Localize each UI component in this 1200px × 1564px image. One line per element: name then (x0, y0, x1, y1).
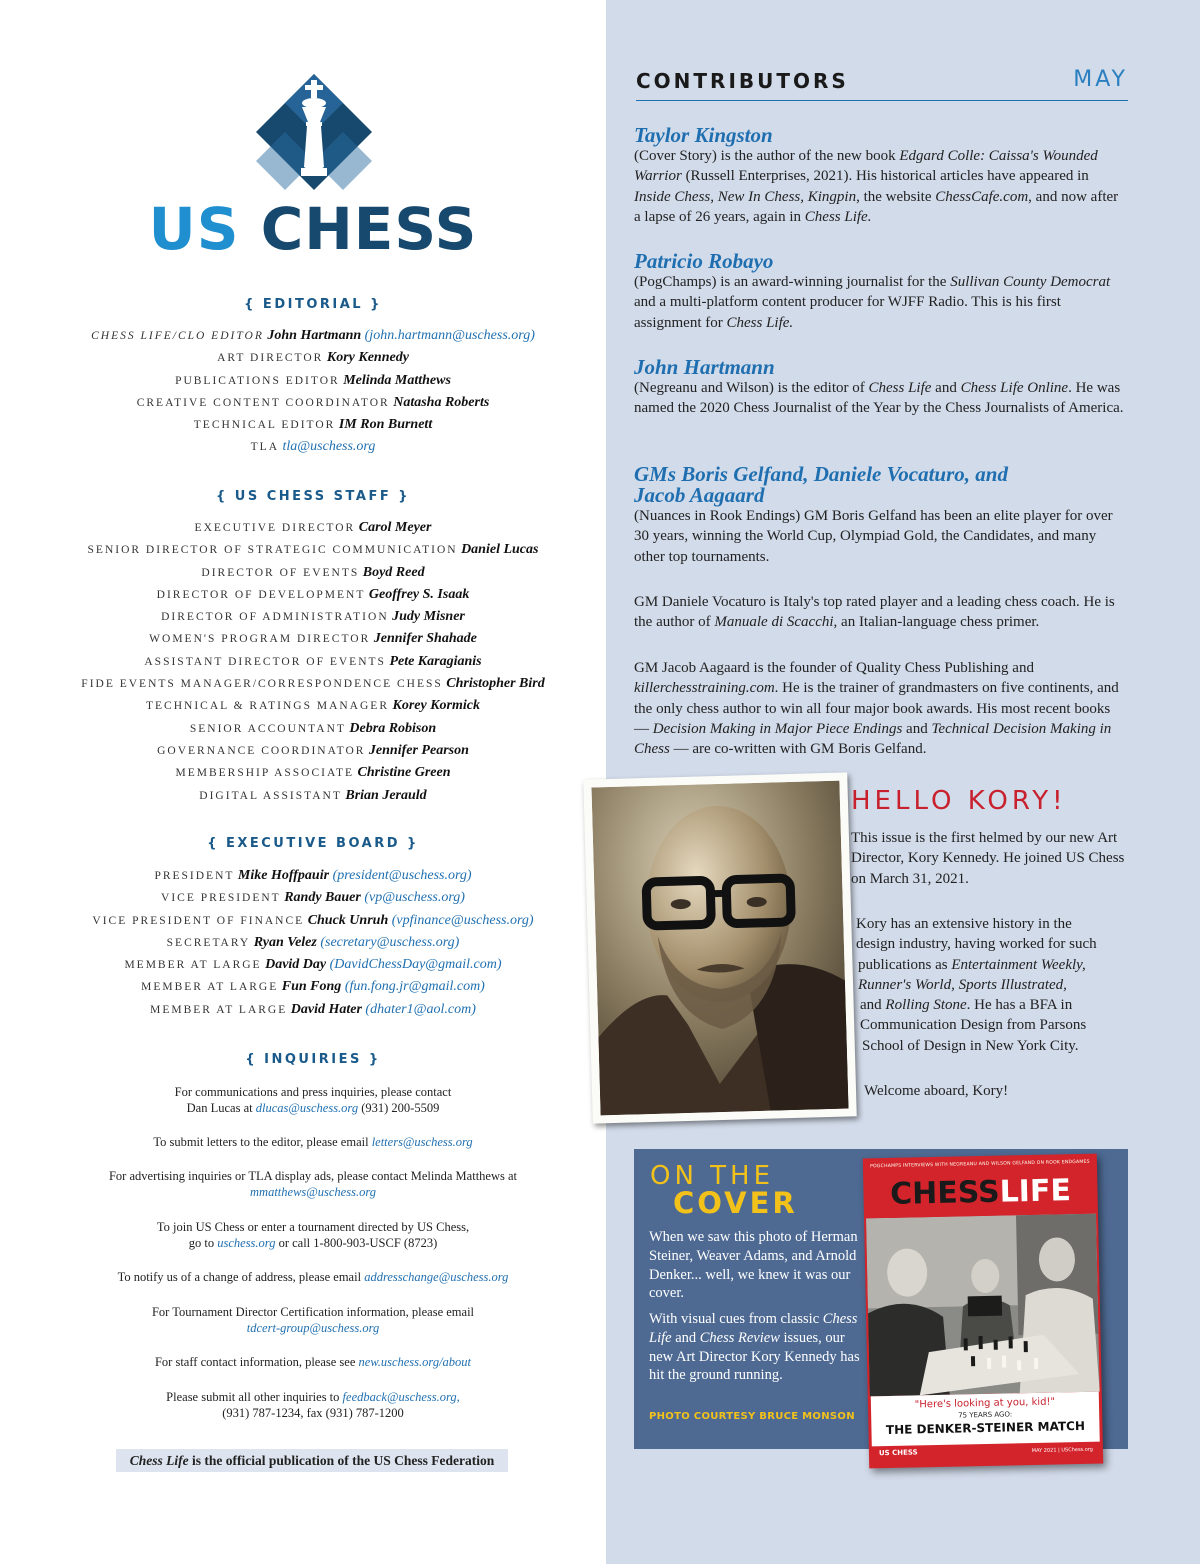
inquiry-text: For communications and press inquiries, please contact (174, 1085, 452, 1099)
issue-month: MAY (1073, 67, 1128, 92)
logo-chess: CHESS (260, 195, 478, 263)
cover-chess-players-photo (866, 1214, 1100, 1397)
contributors-title: CONTRIBUTORS (636, 69, 849, 93)
person-name: Boyd Reed (362, 564, 425, 580)
role: MEMBER AT LARGE (141, 981, 279, 994)
editorial-row (0, 392, 626, 414)
role: SENIOR DIRECTOR OF STRATEGIC COMMUNICATION (87, 544, 458, 557)
person-name: Ryan Velez (253, 934, 317, 950)
role: TLA (250, 441, 279, 454)
role: TECHNICAL & RATINGS MANAGER (145, 700, 389, 713)
contributor-kingston (634, 125, 1128, 227)
editorial-row (0, 436, 626, 458)
person-name: Natasha Roberts (393, 394, 490, 410)
role: VICE PRESIDENT OF FINANCE (92, 914, 305, 927)
inquiry-other (0, 1389, 626, 1421)
address-email-link[interactable]: addresschange@uschess.org (364, 1270, 509, 1284)
person-name: Mike Hoffpauir (237, 868, 330, 883)
cover-paragraph: With visual cues from classic Chess Life and Chess Review issues, our new Art Director Kory Kennedy has hit the ground running. (649, 1311, 860, 1384)
staff-row (0, 740, 626, 762)
staff-list (0, 517, 626, 807)
person-name: Jennifer Pearson (368, 742, 469, 758)
cover-tagline: POGCHAMPS INTERVIEWS WITH NEGREANU AND WILSON GELFAND ON ROOK ENDGAMES (870, 1159, 1090, 1170)
masthead-chess: CHESS (889, 1174, 1000, 1212)
role: CREATIVE CONTENT COORDINATOR (136, 396, 390, 409)
cover-paragraph: When we saw this photo of Herman Steiner, Weaver Adams, and Arnold Denker... well, we knew it was our cover. (649, 1229, 858, 1302)
person-name: Daniel Lucas (461, 542, 539, 558)
footer-italic: Chess Life (129, 1453, 189, 1468)
staff-row (0, 628, 626, 650)
cover-quote: "Here's looking at you, kid!" (914, 1396, 1056, 1411)
contributor-gms (634, 464, 1128, 567)
staff-row (0, 539, 626, 561)
inquiry-ads (0, 1168, 626, 1200)
ads-email-link[interactable]: mmatthews@uschess.org (250, 1185, 376, 1199)
letters-email-link[interactable]: letters@uschess.org (371, 1135, 473, 1149)
contributor-bio-aagaard: GM Jacob Aagaard is the founder of Quality Chess Publishing and killerchesstraining.com. He is the trainer of grandmasters on five continents, and the only chess author to win all four major book awards. His most recent books — Decision Making in Major Piece Endings and Technical Decision Making in Chess — are co-written with GM Boris Gelfand. (634, 660, 1119, 758)
feedback-email-link[interactable]: feedback@uschess.org, (342, 1390, 460, 1404)
person-name: Jennifer Shahade (373, 631, 477, 647)
inquiry-text: To notify us of a change of address, please email (117, 1270, 362, 1284)
masthead-life: LIFE (999, 1173, 1072, 1210)
role: CHESS LIFE/CLO EDITOR (91, 330, 264, 342)
cover-bottom-panel (871, 1392, 1100, 1447)
editorial-row (0, 414, 626, 436)
person-name: Debra Robison (349, 720, 437, 736)
inquiries-heading: { INQUIRIES } (245, 1052, 381, 1067)
join-link[interactable]: uschess.org (217, 1236, 276, 1250)
contributor-bio: (PogChamps) is an award-winning journalist for the Sullivan County Democrat and a multi-platform content producer for WJFF Radio. This is his first assignment for Chess Life. (634, 274, 1111, 331)
inquiry-text: For advertising inquiries or TLA display ads, please contact Melinda Matthews at (108, 1169, 517, 1183)
person-name: Brian Jerauld (345, 787, 427, 803)
inquiry-text: For staff contact information, please see (154, 1355, 356, 1369)
inquiry-text: To submit letters to the editor, please email (153, 1135, 369, 1149)
contributor-name: Taylor Kingston (634, 123, 773, 147)
contributor-name: Patricio Robayo (634, 249, 774, 273)
logo-us: US (148, 195, 240, 263)
person-name: Carol Meyer (358, 520, 432, 535)
role: DIRECTOR OF ADMINISTRATION (161, 611, 389, 624)
person-name: Melinda Matthews (343, 372, 451, 388)
email-link[interactable]: (vp@uschess.org) (364, 890, 465, 906)
hello-paragraph: Welcome aboard, Kory! (864, 1083, 1009, 1099)
board-row (0, 932, 626, 954)
board-row (0, 976, 626, 998)
person-name: Korey Kormick (392, 698, 480, 714)
role: SECRETARY (166, 936, 251, 949)
staff-row (0, 673, 626, 695)
inquiry-text: For Tournament Director Certification information, please email (151, 1305, 475, 1319)
role: ART DIRECTOR (217, 352, 324, 365)
cover-issue: MAY 2021 | USChess.org (1031, 1446, 1093, 1455)
staff-row (0, 562, 626, 584)
role: PRESIDENT (154, 870, 235, 882)
person-name: David Hater (290, 1001, 362, 1017)
person-name: Geoffrey S. Isaak (368, 586, 470, 602)
portrait-image (591, 781, 848, 1116)
publication-footer (116, 1449, 508, 1472)
contributor-bio: (Nuances in Rook Endings) GM Boris Gelfand has been an elite player for over 30 years, winning the World Cup, Olympiad Gold, the Candidates, and many other top tournaments. (634, 508, 1113, 565)
editorial-row (0, 370, 626, 392)
person-name: Fun Fong (281, 979, 342, 995)
staff-heading: { US CHESS STAFF } (215, 489, 411, 504)
role: MEMBER AT LARGE (150, 1003, 288, 1016)
inquiry-td (0, 1304, 626, 1336)
person-name: Randy Bauer (284, 890, 361, 906)
person-name: Kory Kennedy (326, 350, 409, 366)
on-the-cover-title: ON THE (650, 1161, 775, 1191)
inquiry-text: To join US Chess or enter a tournament directed by US Chess, (156, 1220, 470, 1234)
email-link[interactable]: (DavidChessDay@gmail.com) (329, 957, 502, 973)
person-name: Chuck Unruh (307, 912, 389, 928)
press-email-link[interactable]: dlucas@uschess.org (255, 1101, 359, 1115)
editorial-list (0, 325, 626, 459)
board-row (0, 954, 626, 976)
role: DIRECTOR OF DEVELOPMENT (156, 588, 366, 601)
role: WOMEN'S PROGRAM DIRECTOR (149, 633, 371, 646)
role: DIGITAL ASSISTANT (199, 789, 342, 802)
role: MEMBER AT LARGE (124, 959, 262, 972)
inquiry-text: Dan Lucas at (186, 1101, 253, 1115)
editorial-row (0, 325, 626, 347)
staff-row (0, 785, 626, 807)
us-chess-king-logo-icon (254, 72, 374, 192)
email-link[interactable]: (dhater1@aol.com) (365, 1001, 476, 1017)
magazine-cover-thumbnail (863, 1154, 1103, 1469)
contributors-header (636, 69, 1128, 101)
editorial-heading: { EDITORIAL } (244, 297, 382, 312)
role: GOVERNANCE COORDINATOR (157, 744, 366, 757)
cover-masthead (863, 1174, 1098, 1213)
inquiry-staffinfo (0, 1354, 626, 1370)
editorial-row (0, 347, 626, 369)
email-link[interactable]: tla@uschess.org (282, 439, 376, 455)
board-row (0, 865, 626, 887)
contributor-bio-vocaturo: GM Daniele Vocaturo is Italy's top rated player and a leading chess coach. He is the author of Manuale di Scacchi, an Italian-language chess primer. (634, 594, 1115, 631)
person-name: Judy Misner (392, 609, 465, 625)
role: FIDE EVENTS MANAGER/CORRESPONDENCE CHESS (81, 678, 443, 691)
staff-row (0, 651, 626, 673)
staff-row (0, 718, 626, 740)
td-email-link[interactable]: tdcert-group@uschess.org (246, 1321, 380, 1335)
contributor-robayo (634, 251, 1128, 333)
person-name: Christopher Bird (446, 676, 545, 692)
email-link[interactable]: (president@uschess.org) (332, 868, 472, 883)
role: MEMBERSHIP ASSOCIATE (175, 767, 355, 780)
on-the-cover-title: COVER (673, 1186, 798, 1220)
inquiry-press (0, 1084, 626, 1116)
cover-years: 75 YEARS AGO: (958, 1410, 1013, 1420)
kory-portrait-photo (583, 772, 857, 1123)
board-heading: { EXECUTIVE BOARD } (207, 836, 419, 851)
staffinfo-link[interactable]: new.uschess.org/about (358, 1355, 472, 1369)
role: EXECUTIVE DIRECTOR (194, 522, 356, 534)
hello-kory-title: HELLO KORY! (851, 786, 1067, 816)
role: PUBLICATIONS EDITOR (175, 374, 340, 387)
staff-row (0, 606, 626, 628)
contributor-bio: (Negreanu and Wilson) is the editor of Chess Life and Chess Life Online. He was named the 2020 Chess Journalist of the Year by the Chess Journalists of America. (634, 380, 1124, 417)
role: SENIOR ACCOUNTANT (189, 722, 346, 735)
inquiry-letters (0, 1134, 626, 1150)
inquiry-address (0, 1269, 626, 1285)
cover-brand: US CHESS (878, 1448, 918, 1458)
contributor-bio: (Cover Story) is the author of the new book Edgard Colle: Caissa's Wounded Warrior (Russell Enterprises, 2021). His historical articles have appeared in Inside Chess, New In Chess, Kingpin, the website ChessCafe.com, and now after a lapse of 26 years, again in Chess Life. (634, 148, 1119, 225)
board-row (0, 887, 626, 909)
person-name: John Hartmann (267, 328, 362, 343)
phone: (931) 787-1234, fax (931) 787-1200 (222, 1406, 404, 1420)
person-name: Christine Green (357, 765, 451, 781)
role: VICE PRESIDENT (161, 892, 281, 905)
footer-text: is the official publication of the US Chess Federation (192, 1453, 495, 1468)
us-chess-wordmark (0, 194, 626, 264)
hello-paragraph: Kory has an extensive history in the design industry, having worked for such publications as Entertainment Weekly, Runner's World, Sports Illustrated, and Rolling Stone. He has a BFA in Communication Design from Parsons School of Design in New York City. (856, 916, 1097, 1054)
hello-paragraph: This issue is the first helmed by our new Art Director, Kory Kennedy. He joined US Chess on March 31, 2021. (851, 830, 1125, 887)
person-name: Pete Karagianis (389, 653, 482, 669)
email-link[interactable]: (secretary@uschess.org) (320, 934, 460, 950)
email-link[interactable]: (john.hartmann@uschess.org) (364, 328, 535, 343)
staff-row (0, 762, 626, 784)
role: ASSISTANT DIRECTOR OF EVENTS (144, 655, 386, 668)
inquiry-join (0, 1219, 626, 1251)
email-link[interactable]: (vpfinance@uschess.org) (391, 912, 534, 928)
person-name: IM Ron Burnett (338, 417, 433, 433)
board-row (0, 999, 626, 1021)
staff-row (0, 584, 626, 606)
role: DIRECTOR OF EVENTS (201, 566, 360, 579)
cover-headline: THE DENKER-STEINER MATCH (885, 1418, 1086, 1438)
contributor-name: GMs Boris Gelfand, Daniele Vocaturo, and Jacob Aagaard (634, 462, 1008, 507)
role: TECHNICAL EDITOR (193, 419, 336, 432)
photo-credit: PHOTO COURTESY BRUCE MONSON (649, 1411, 855, 1422)
contributor-hartmann (634, 357, 1128, 419)
inquiry-text: or call 1-800-903-USCF (8723) (278, 1236, 438, 1250)
email-link[interactable]: (fun.fong.jr@gmail.com) (344, 979, 485, 995)
staff-row (0, 695, 626, 717)
inquiry-text: Please submit all other inquiries to (166, 1390, 340, 1404)
inquiry-text: go to (188, 1236, 215, 1250)
staff-row (0, 517, 626, 539)
phone: (931) 200-5509 (361, 1101, 440, 1115)
board-list (0, 865, 626, 1021)
board-row (0, 910, 626, 932)
person-name: David Day (265, 957, 327, 973)
contributor-name: John Hartmann (634, 355, 775, 379)
